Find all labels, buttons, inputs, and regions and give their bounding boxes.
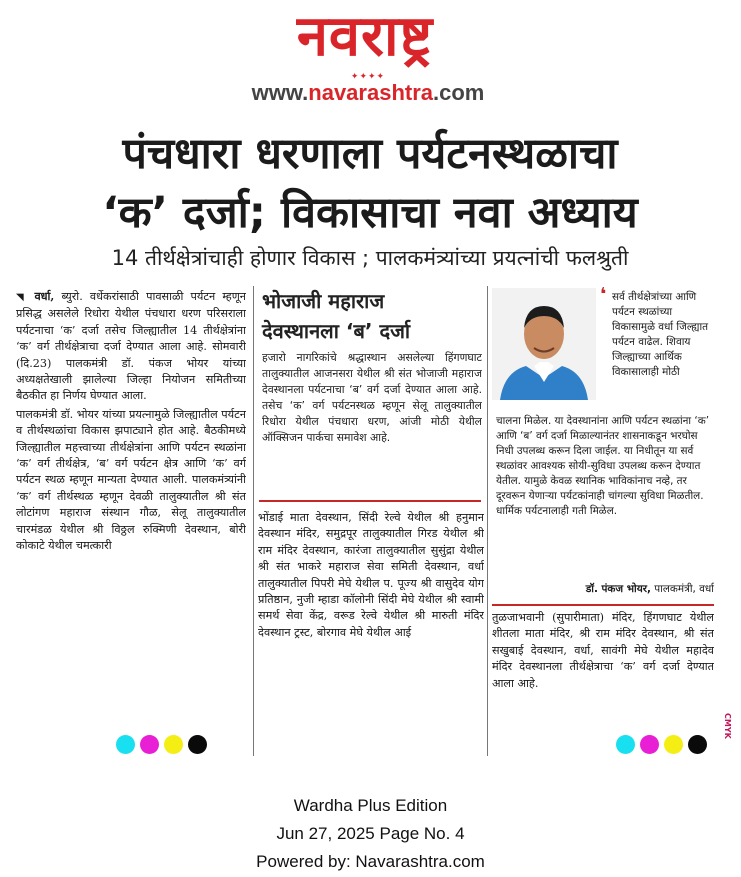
cyan-dot	[116, 735, 135, 754]
headline-line-1: पंचधारा धरणाला पर्यटनस्थळाचा	[122, 129, 618, 179]
quote-author: डॉ. पंकज भोयर,	[585, 583, 651, 595]
black-dot-right	[688, 735, 707, 754]
cyan-dot-right	[616, 735, 635, 754]
column-divider-1	[253, 286, 254, 756]
quote-upper: सर्व तीर्थक्षेत्रांच्या आणि पर्यटन स्थळांच्या विकासामुळे वर्धा जिल्ह्यात पर्यटन वाढेल. शिवाय जिल्ह्याच्या आर्थिक विकासालाही मोठी	[612, 291, 709, 378]
dateline-marker-icon: ◥	[16, 292, 28, 303]
website-url[interactable]	[218, 80, 518, 106]
quote-mark-icon: ❛	[600, 284, 607, 305]
yellow-dot	[164, 735, 183, 754]
newspaper-logo: नवराष्ट्र	[296, 4, 434, 69]
article-intro	[16, 288, 246, 405]
cmyk-mark: CMYK	[723, 713, 732, 739]
quote-lower: चालना मिळेल. या देवस्थानांना आणि पर्यटन स्थळांना ‘क’ आणि ‘ब’ वर्ग दर्जा मिळाल्यानंतर शासनाकडून भरघोस निधी उपलब्ध करून दिला जाईल. या निधीतून या सर्व स्थळांवर आवश्यक सोयी-सुविधा उपलब्ध करून देण्यात येतील. यामुळे केवळ स्थानिक भाविकांनाच नव्हे, तर दूरवरून येणाऱ्या पर्यटकांनाही चांगल्या सुविधा मिळतील. धार्मिक पर्यटनालाही गती मिळेल.	[496, 415, 710, 517]
headline-line-2: ‘क’ दर्जा; विकासाचा नवा अध्याय	[102, 188, 638, 238]
powered-by[interactable]: Powered by: Navarashtra.com	[256, 852, 485, 871]
column-divider-2	[487, 286, 488, 756]
subheadline: 14 तीर्थक्षेत्रांचाही होणार विकास ; पालकमंत्र्यांच्या प्रयत्नांची फलश्रुती	[111, 246, 629, 270]
edition-name: Wardha Plus Edition	[293, 796, 448, 815]
url-prefix: www.	[251, 80, 309, 105]
box-title-line-1: भोजाजी महाराज	[262, 289, 385, 313]
bureau: ब्युरो.	[61, 290, 83, 303]
url-suffix: .com	[433, 80, 485, 105]
article-column-2: भोंडाई माता देवस्थान, सिंदी रेल्वे येथील श्री हनुमान देवस्थान मंदिर, समुद्रपूर तालुक्यातील गिरड येथील श्री राम मंदिर देवस्थान, कारंजा तालुक्यातील सुसुंद्रा येथील श्री संत भाकरे महाराज सेवा समिती देवस्थान, वर्धा तालुक्यातील पिपरी मेघे येथील प. पूज्य श्री वासुदेव योग प्रतिष्ठान, नुजी म्हाडा कॉलोनी सिंदी मेघे येथील श्री स्वामी समर्थ सेवा केंद्र, वरूड रेल्वे येथील श्री मारुती मंदिर देवस्थान ट्रस्ट, बोरगाव मेघे येथील आई	[258, 511, 484, 639]
edition-date-page: Jun 27, 2025 Page No. 4	[276, 824, 465, 843]
quote-attribution	[496, 582, 714, 597]
paragraph-2: पालकमंत्री डॉ. भोयर यांच्या प्रयत्नामुळे जिल्ह्यातील पर्यटन व तीर्थस्थळांचा विकास झपाट्याने होत आहे. बैठकीमध्ये जिल्ह्यातील महत्त्वाच्या तीर्थक्षेत्रांना आणि पर्यटन स्थळांना ‘क’ वर्ग तीर्थक्षेत्र, ‘ब’ वर्ग पर्यटन क्षेत्र आणि ‘क’ वर्ग पर्यटन स्थळ म्हणून मान्यता देण्यात आली. पालकमंत्र्यांनी ‘क’ वर्ग तीर्थस्थळ म्हणून देवळी तालुक्यातील श्री संत लोटांगण महाराज संस्थान गौळ, सेलू तालुक्यातील चारमंडळ येथील श्री विठ्ठल रुक्मिणी देवस्थान, बोरी कोकाटे येथील चमत्कारी	[16, 407, 246, 553]
url-name: navarashtra	[308, 80, 434, 105]
logo-stars: ✦✦✦✦	[350, 72, 386, 82]
magenta-dot	[140, 735, 159, 754]
box-divider	[259, 500, 481, 502]
article-column-3: तुळजाभवानी (सुपारीमाता) मंदिर, हिंगणघाट येथील शीतला माता मंदिर, श्री राम मंदिर देवस्थान, श्री संत सखुबाई देवस्थान, वर्धा, सावंगी मेघे येथील महादेव मंदिर देवस्थानला तीर्थक्षेत्राचा ‘क’ वर्ग दर्जा देण्यात आला आहे.	[492, 611, 714, 690]
box-body: हजारो नागरिकांचे श्रद्धास्थान असलेल्या हिंगणघाट तालुक्यातील आजनसरा येथील श्री संत भोजाजी महाराज देवस्थानला पर्यटनाचा ‘ब’ वर्ग दर्जा देण्यात आला आहे. तसेच ‘क’ वर्ग पर्यटनस्थळ म्हणून सेलू तालुक्यातील रिधोरा येथील पंचधारा धरण, आंजी मोठी येथील ऑक्सिजन पार्कचा समावेश आहे.	[262, 351, 482, 444]
black-dot	[188, 735, 207, 754]
paragraph-1: वर्धेकरांसाठी पावसाळी पर्यटन म्हणून प्रसिद्ध असलेले रिधोरा येथील पंचधारा धरण परिसराला पर्यटनाचा ‘क’ दर्जा तसेच जिल्ह्यातील 14 तीर्थक्षेत्रांना ‘क’ वर्ग तीर्थक्षेत्राचा दर्जा देण्यात आला आहे. सोमवारी (दि.23) पालकमंत्री डॉ. पंकज भोयर यांच्या अध्यक्षतेखाली झालेल्या जिल्हा नियोजन समितीच्या बैठकीत हा निर्णय घेण्यात आला.	[16, 290, 246, 403]
minister-photo	[492, 288, 596, 400]
dateline: वर्धा,	[34, 289, 55, 303]
yellow-dot-right	[664, 735, 683, 754]
quote-author-role: पालकमंत्री, वर्धा	[654, 583, 714, 595]
box-title-line-2: देवस्थानला ‘ब’ दर्जा	[262, 319, 411, 343]
magenta-dot-right	[640, 735, 659, 754]
article-column-1	[16, 288, 246, 754]
footer	[0, 792, 741, 876]
quote-divider	[492, 604, 714, 606]
